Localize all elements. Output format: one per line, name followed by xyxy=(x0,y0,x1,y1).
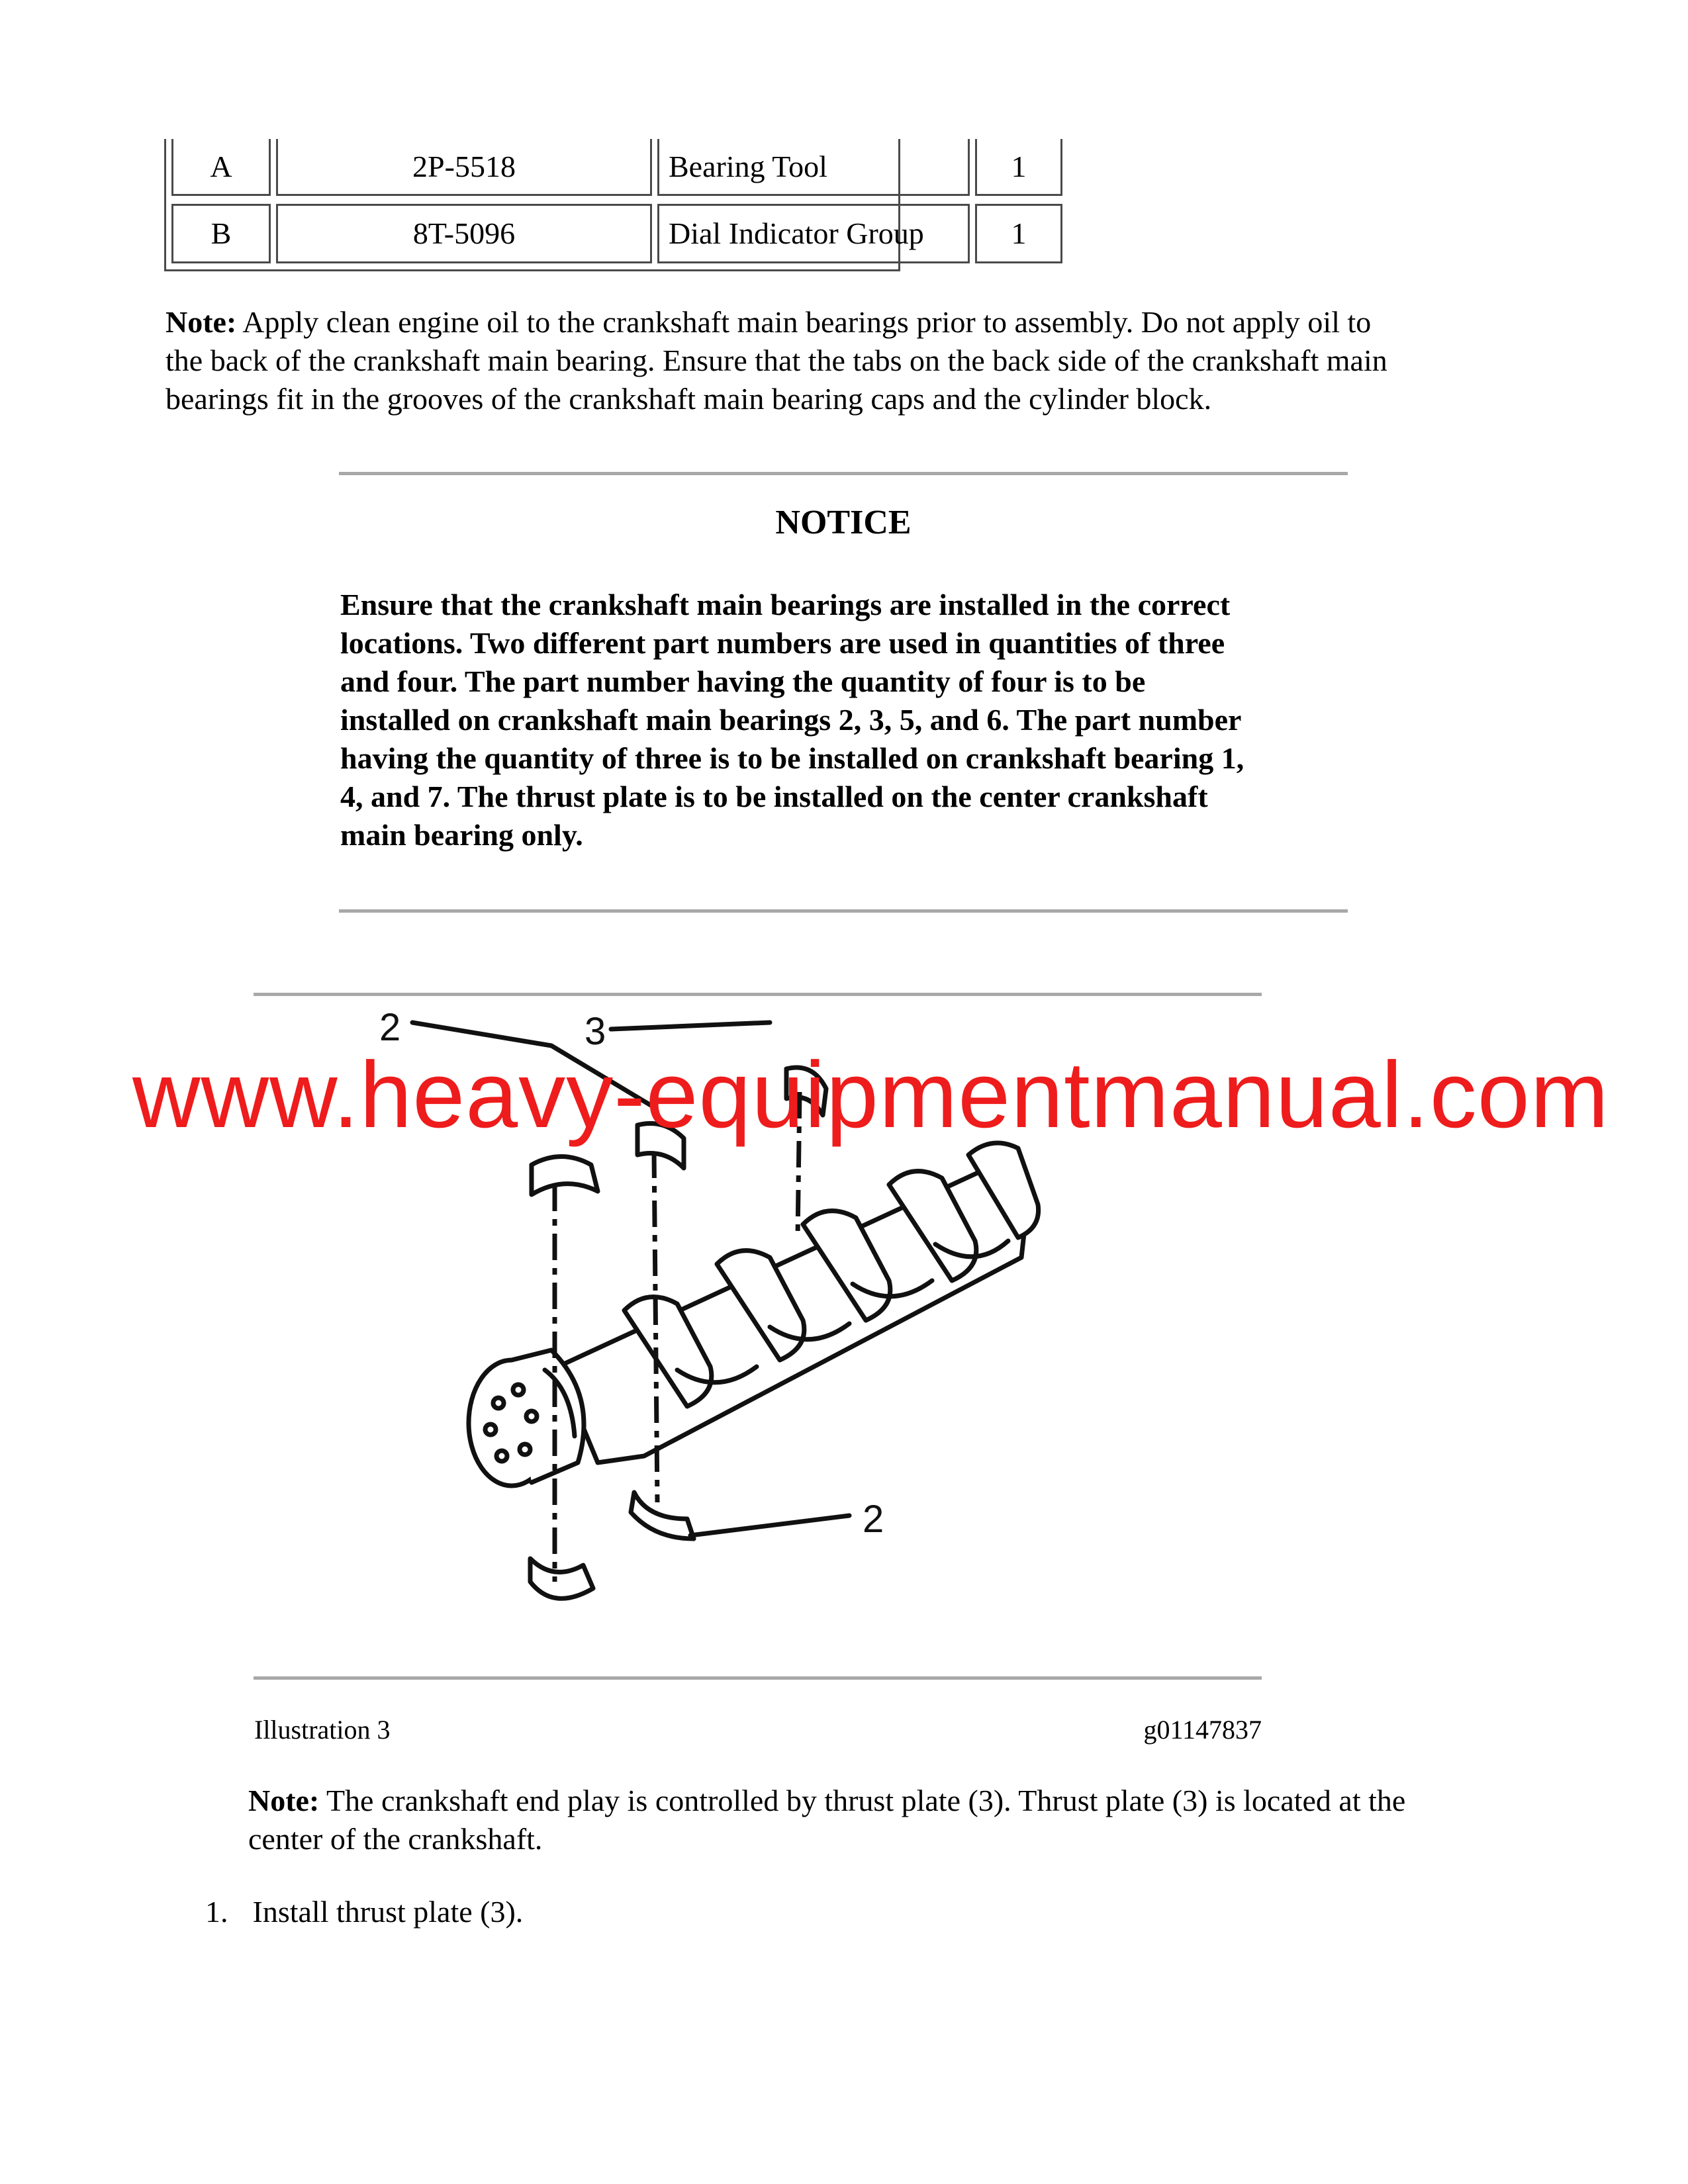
bearing-shell xyxy=(532,1157,598,1195)
notice-line: Ensure that the crankshaft main bearings are installed in the correct xyxy=(340,588,1231,621)
watermark-url: www.heavy-equipmentmanual.com xyxy=(132,1042,1610,1148)
illustration-caption: Illustration 3 xyxy=(254,1715,391,1745)
illustration-id: g01147837 xyxy=(1143,1715,1262,1745)
note-line: bearings fit in the grooves of the crankshaft main bearing caps and the cylinder block. xyxy=(165,382,1212,416)
note-line: Note: The crankshaft end play is controlled by thrust plate (3). Thrust plate (3) is located at the xyxy=(248,1784,1406,1817)
note-label: Note: xyxy=(165,305,237,339)
notice-top-divider xyxy=(339,472,1348,475)
part-number-cell: 8T-5096 xyxy=(276,204,652,263)
list-item xyxy=(205,1893,523,1931)
step-list xyxy=(205,1893,523,1931)
illustration-top-divider xyxy=(254,993,1262,996)
table-row xyxy=(166,139,1027,201)
table-row xyxy=(166,204,1027,269)
bearing-shell xyxy=(530,1559,593,1598)
note-paragraph xyxy=(248,1782,1405,1858)
callout-number: 2 xyxy=(379,1006,401,1049)
tool-letter-cell: A xyxy=(171,139,271,196)
notice-line: 4, and 7. The thrust plate is to be installed on the center crankshaft xyxy=(340,780,1208,813)
quantity-cell: 1 xyxy=(975,139,1062,196)
notice-line: and four. The part number having the quantity of four is to be xyxy=(340,664,1146,698)
illustration-bottom-divider xyxy=(254,1676,1262,1680)
notice-line: locations. Two different part numbers are used in quantities of three xyxy=(340,626,1225,660)
part-number-cell: 2P-5518 xyxy=(276,139,652,196)
notice-line: main bearing only. xyxy=(340,818,583,852)
tool-letter-cell: B xyxy=(171,204,271,263)
notice-line: having the quantity of three is to be installed on crankshaft bearing 1, xyxy=(340,741,1244,775)
quantity-cell: 1 xyxy=(975,204,1062,263)
note-line: the back of the crankshaft main bearing. Ensure that the tabs on the back side of the crankshaft main xyxy=(165,343,1387,377)
part-name-cell: Dial Indicator Group xyxy=(657,204,970,263)
part-name-cell: Bearing Tool xyxy=(657,139,970,196)
note-paragraph xyxy=(165,303,1387,418)
note-label: Note: xyxy=(248,1784,320,1817)
notice-bottom-divider xyxy=(339,909,1348,913)
notice-line: installed on crankshaft main bearings 2, 3, 5, and 6. The part number xyxy=(340,703,1242,737)
callout-number: 3 xyxy=(585,1010,606,1053)
bearing-shell xyxy=(631,1492,694,1539)
note-line: Note: Apply clean engine oil to the crankshaft main bearings prior to assembly. Do not apply oil to xyxy=(165,305,1372,339)
callout-number: 2 xyxy=(863,1498,884,1541)
note-line: center of the crankshaft. xyxy=(248,1822,543,1856)
notice-title: NOTICE xyxy=(775,504,912,541)
tools-table xyxy=(164,139,1027,271)
step-number: 1. xyxy=(205,1895,228,1929)
step-text: Install thrust plate (3). xyxy=(252,1895,524,1929)
notice-body xyxy=(340,586,1353,854)
